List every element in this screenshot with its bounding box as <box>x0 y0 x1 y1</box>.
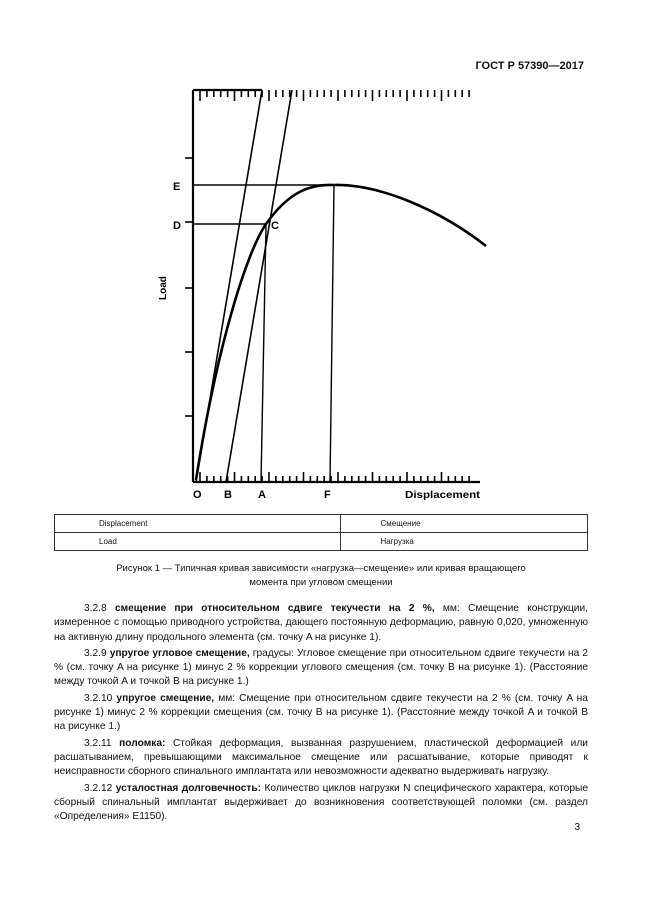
point-label-b: B <box>224 489 232 501</box>
legend-ru-cell: Нагрузка <box>340 533 587 551</box>
bottom-axis-ticks <box>200 472 469 482</box>
definition-text: мм: Смещение конструкции, измеренное с помощью приводного устройства, дающего постоянную деформацию, равную 0,020, умноженную на активную длину продольного элемента (см. точку A на рисунке 1). <box>54 603 588 643</box>
figure-legend-table <box>54 514 588 551</box>
page-number: 3 <box>574 822 580 833</box>
caption-line: момента при угловом смещении <box>249 577 393 588</box>
load-displacement-curve <box>196 185 486 480</box>
y-axis-title: Load <box>158 276 169 300</box>
definition-paragraph <box>54 782 588 825</box>
definition-term: упругое угловое смещение, <box>109 647 250 659</box>
max-displacement-line-f <box>330 185 334 482</box>
point-label-o: O <box>193 489 202 501</box>
definition-number: 3.2.11 <box>84 737 112 749</box>
point-label-f: F <box>324 489 331 501</box>
table-row <box>55 515 588 533</box>
definitions-section <box>54 602 588 826</box>
legend-en-cell: Load <box>55 533 341 551</box>
legend-ru-cell: Смещение <box>340 515 587 533</box>
definition-number: 3.2.10 <box>84 692 113 704</box>
top-axis-ticks <box>200 90 469 101</box>
left-axis-ticks <box>185 158 193 416</box>
definition-text: Количество циклов нагрузки N специфического характера, которые сборный спинальный имплантат выдерживает до возникновения соответствующей поломки (см. раздел «Определения» E1150). <box>54 782 588 823</box>
point-label-d: D <box>173 220 181 232</box>
definition-paragraph <box>54 737 588 780</box>
point-label-e: E <box>173 181 181 193</box>
definition-paragraph <box>54 692 588 735</box>
definition-number: 3.2.8 <box>84 603 107 614</box>
offset-line <box>226 90 292 482</box>
caption-line: Рисунок 1 — Типичная кривая зависимости «нагрузка—смещение» или кривая вращающего <box>116 563 526 574</box>
definition-paragraph <box>54 647 588 690</box>
definition-text: Стойкая деформация, вызванная разрушением, пластической деформацией или расшатыванием, превышающими максимальное смещение или расшатывание, которые приводят к неисправности сборного спинального имплантата или невозможности адекватно выдерживать нагрузку. <box>54 737 588 778</box>
definition-term: поломка: <box>119 737 166 749</box>
x-axis-title: Displacement <box>405 490 481 501</box>
definition-text: градусы: Угловое смещение при относительном сдвиге текучести на 2 % (см. точку A на рисунке 1) минус 2 % коррекции углового смещения (см. точку B на рисунке 1). (Расстояние между точкой A и точкой B на рисунке 1.) <box>54 647 588 688</box>
definition-number: 3.2.9 <box>84 647 107 659</box>
definition-paragraph <box>54 602 588 645</box>
figure-caption <box>54 562 588 590</box>
definition-number: 3.2.12 <box>84 782 113 794</box>
definition-text: мм: Смещение при относительном сдвиге текучести на 2 % (см. точку A на рисунке 1) минус 2 % коррекции смещения (см. точку B на рисунке 1). (Расстояние между точкой A и точкой B на рисунке 1.) <box>54 692 588 733</box>
table-row <box>55 533 588 551</box>
legend-en-cell: Displacement <box>55 515 341 533</box>
point-label-c: C <box>271 220 279 232</box>
definition-term: смещение при относительном сдвиге текучести на 2 %, <box>114 603 435 614</box>
definition-term: усталостная долговечность: <box>115 782 262 794</box>
document-standard-number: ГОСТ Р 57390—2017 <box>475 60 584 72</box>
definition-term: упругое смещение, <box>116 692 215 704</box>
point-label-a: A <box>258 489 266 501</box>
